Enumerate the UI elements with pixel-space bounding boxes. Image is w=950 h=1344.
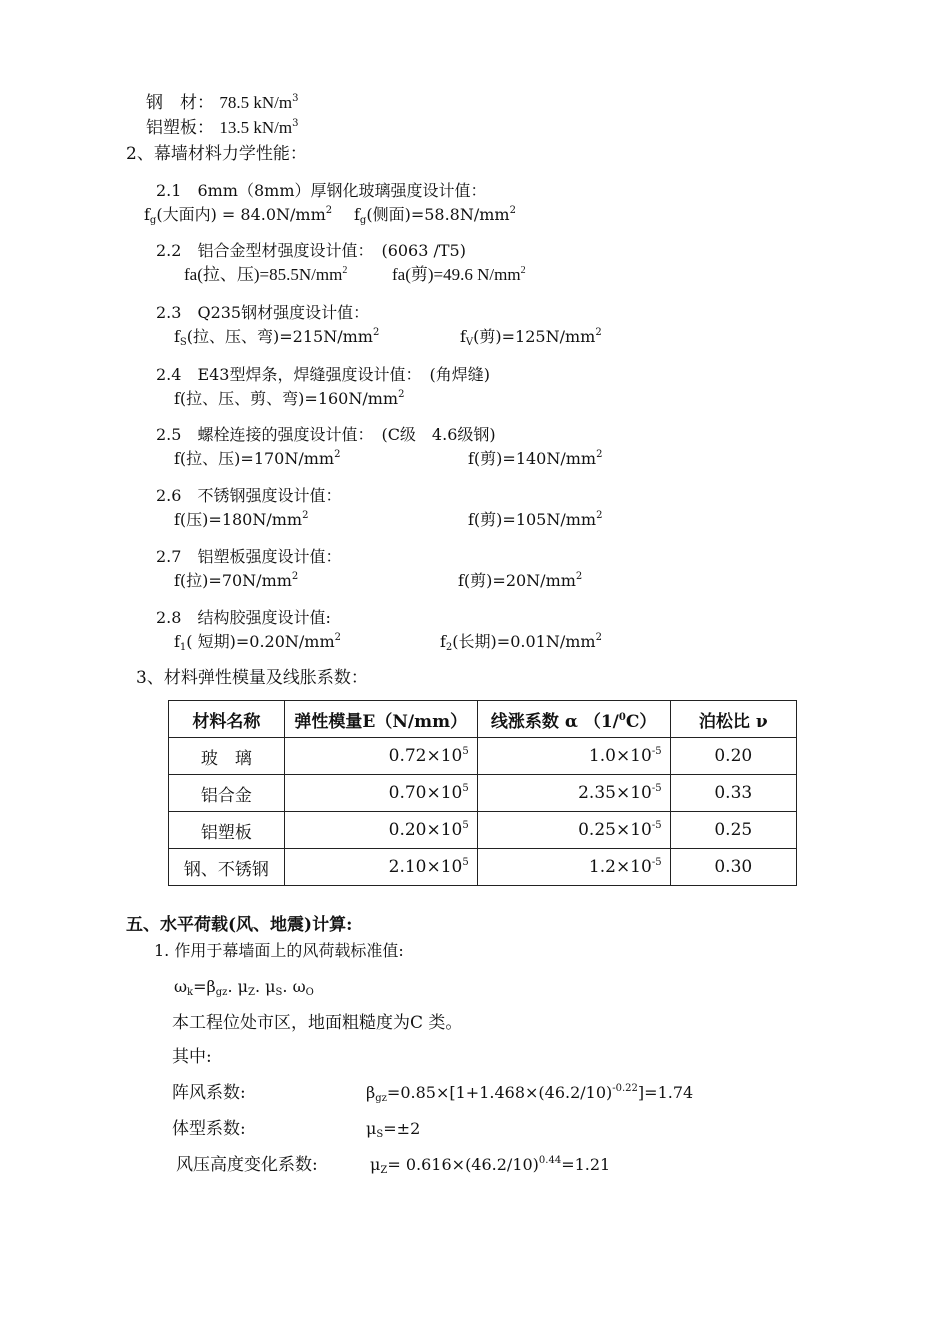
cell-name: 玻 璃 (169, 738, 285, 775)
site-description: 本工程位处市区，地面粗糙度为C 类。 (172, 1013, 463, 1033)
s24-a-text: f(拉、压、剪、弯)=160N/mm (174, 389, 399, 408)
cell-alpha-text: 1.2×10 (588, 857, 652, 877)
formula-mu-s: . μ (254, 977, 276, 996)
s24-a-sup: 2 (398, 389, 405, 400)
s23-a-text: (拉、压、弯)=215N/mm (186, 327, 373, 346)
s28-values-b (440, 631, 602, 653)
s28-title: 2.8 结构胶强度设计值: (156, 608, 331, 627)
cell-alpha-text: 2.35×10 (578, 783, 652, 803)
table-row (169, 849, 797, 886)
gust-symbol: β (366, 1083, 376, 1102)
section3-title: 3、材料弹性模量及线胀系数： (136, 668, 368, 688)
s21-values-b (354, 204, 516, 226)
cell-alpha-sup: -5 (651, 820, 662, 831)
shape-label: 体型系数: (172, 1119, 246, 1139)
s22-a-sup: 2 (342, 265, 348, 276)
s26-values-a (174, 509, 308, 531)
cell-e-sup: 5 (462, 857, 469, 868)
s25-title: 2.5 螺栓连接的强度设计值： (C级 4.6级钢) (156, 425, 496, 444)
s21-title: 2.1 6mm（8mm）厚钢化玻璃强度设计值： (156, 181, 487, 200)
height-exponent: 0.44 (538, 1155, 562, 1166)
cell-e-sup: 5 (462, 783, 469, 794)
section5-title: 五、水平荷载(风、地震)计算: (126, 915, 353, 935)
s23-title: 2.3 Q235钢材强度设计值： (156, 303, 370, 322)
gust-expression (366, 1082, 693, 1104)
s22-title: 2.2 铝合金型材强度设计值： (6063 /T5) (156, 241, 466, 260)
s21-values (144, 204, 332, 226)
density-steel (146, 92, 299, 114)
height-expr: = 0.616×(46.2/10) (387, 1155, 539, 1174)
cell-e (284, 849, 477, 886)
s21-a-text: (大面内) = 84.0N/mm (156, 205, 326, 224)
s22-b-text: fa(剪)=49.6 N/mm (392, 265, 521, 284)
height-result: =1.21 (561, 1155, 611, 1174)
header-poisson-ratio: 泊松比 ν (670, 701, 796, 738)
density-acp-unit-sup: 3 (292, 118, 299, 129)
s21-a-sub: g (149, 215, 157, 226)
s27-b-sup: 2 (575, 571, 583, 582)
header-expansion-coeff (477, 701, 670, 738)
formula-omega-o: . ω (282, 977, 306, 996)
s27-title: 2.7 铝塑板强度设计值： (156, 547, 342, 566)
shape-symbol: μ (366, 1119, 377, 1138)
formula-beta-sub: gz (215, 987, 228, 998)
cell-e (284, 775, 477, 812)
shape-expression (366, 1118, 420, 1140)
s28-b-text: (长期)=0.01N/mm (452, 632, 596, 651)
cell-alpha-text: 1.0×10 (588, 746, 652, 766)
height-expression (370, 1154, 610, 1176)
cell-name: 钢、不锈钢 (169, 849, 285, 886)
height-label: 风压高度变化系数: (176, 1155, 318, 1175)
height-sub: Z (380, 1165, 388, 1176)
s27-a-sup: 2 (291, 571, 299, 582)
header-material-name: 材料名称 (169, 701, 285, 738)
cell-e-text: 2.10×10 (388, 857, 463, 877)
s23-values-b (460, 326, 602, 348)
formula-omega-o-sub: O (305, 987, 314, 998)
formula-mu-z-sub: Z (248, 987, 255, 998)
s24-values-a (174, 388, 404, 410)
s22-b-sup: 2 (520, 265, 526, 276)
cell-alpha (477, 738, 670, 775)
s22-a-text: fa(拉、压)=85.5N/mm (184, 265, 343, 284)
section5-item1: 1. 作用于幕墙面上的风荷载标准值: (154, 941, 404, 960)
s28-a-sup: 2 (334, 632, 342, 643)
s21-a-sup: 2 (325, 205, 333, 216)
height-symbol: μ (370, 1155, 381, 1174)
table-row (169, 775, 797, 812)
s23-values-a (174, 326, 379, 348)
s23-b-sub: V (465, 337, 474, 348)
formula-mu-s-sub: S (275, 987, 283, 998)
s25-b-sup: 2 (596, 449, 603, 460)
header-expansion-sup: 0 (618, 711, 626, 723)
s23-a-sup: 2 (372, 327, 380, 338)
s23-b-symbol: f (460, 327, 466, 346)
cell-nu: 0.25 (670, 812, 796, 849)
s28-a-symbol: f (174, 632, 180, 651)
s28-b-sub: 2 (445, 642, 453, 653)
s25-b-text: f(剪)=140N/mm (468, 449, 597, 468)
wind-formula (174, 976, 314, 998)
s22-values-a (184, 264, 347, 286)
s26-title: 2.6 不锈钢强度设计值： (156, 486, 342, 505)
s26-a-text: f(压)=180N/mm (174, 510, 303, 529)
s26-values-b (468, 509, 602, 531)
cell-e (284, 738, 477, 775)
shape-expr: =±2 (383, 1119, 421, 1138)
s23-a-symbol: f (174, 327, 180, 346)
s28-b-sup: 2 (595, 632, 602, 643)
formula-eq-beta: =β (193, 977, 216, 996)
cell-e-text: 0.72×10 (388, 746, 463, 766)
s21-b-text: (侧面)=58.8N/mm (366, 205, 510, 224)
density-steel-value: 78.5 kN/m (219, 93, 293, 112)
gust-label: 阵风系数: (172, 1083, 246, 1103)
density-acp-value: 13.5 kN/m (219, 118, 293, 137)
s25-values-b (468, 448, 602, 470)
density-acp-label: 铝塑板： (146, 118, 214, 138)
s21-a-symbol: f (144, 205, 150, 224)
cell-e (284, 812, 477, 849)
s26-b-text: f(剪)=105N/mm (468, 510, 597, 529)
gust-result: ]=1.74 (637, 1083, 694, 1102)
gust-exponent: -0.22 (612, 1083, 638, 1094)
section2-title: 2、幕墙材料力学性能： (126, 144, 307, 164)
cell-e-sup: 5 (462, 820, 469, 831)
cell-e-text: 0.20×10 (388, 820, 463, 840)
s28-b-symbol: f (440, 632, 446, 651)
s21-b-sub: g (359, 215, 367, 226)
table-row (169, 812, 797, 849)
s25-a-text: f(拉、压)=170N/mm (174, 449, 335, 468)
s21-b-symbol: f (354, 205, 360, 224)
s27-values-a (174, 570, 298, 592)
s27-values-b (458, 570, 582, 592)
gust-sub: gz (375, 1093, 387, 1104)
header-expansion-unit: C） (625, 711, 657, 732)
cell-alpha (477, 812, 670, 849)
s25-values-a (174, 448, 340, 470)
cell-alpha-sup: -5 (651, 746, 662, 757)
formula-omega: ω (174, 977, 188, 996)
cell-alpha (477, 775, 670, 812)
cell-name: 铝塑板 (169, 812, 285, 849)
formula-omega-sub: k (187, 987, 194, 998)
cell-alpha-sup: -5 (651, 783, 662, 794)
s28-a-sub: 1 (179, 642, 187, 653)
s23-b-text: (剪)=125N/mm (473, 327, 596, 346)
where-label: 其中: (172, 1047, 212, 1067)
cell-alpha-text: 0.25×10 (578, 820, 652, 840)
s26-b-sup: 2 (596, 510, 603, 521)
s26-a-sup: 2 (302, 510, 309, 521)
cell-name: 铝合金 (169, 775, 285, 812)
cell-e-text: 0.70×10 (388, 783, 463, 803)
s24-title: 2.4 E43型焊条，焊缝强度设计值： (角焊缝) (156, 365, 490, 384)
cell-nu: 0.30 (670, 849, 796, 886)
s27-a-text: f(拉)=70N/mm (174, 571, 292, 590)
s28-a-text: ( 短期)=0.20N/mm (186, 632, 335, 651)
density-steel-label: 钢 材： (146, 93, 214, 113)
table-row (169, 738, 797, 775)
header-expansion-text: 线涨系数 α （1/ (490, 711, 619, 732)
cell-nu: 0.20 (670, 738, 796, 775)
cell-e-sup: 5 (462, 746, 469, 757)
cell-alpha (477, 849, 670, 886)
s27-b-text: f(剪)=20N/mm (458, 571, 576, 590)
s28-values-a (174, 631, 341, 653)
cell-alpha-sup: -5 (651, 857, 662, 868)
density-acp (146, 117, 299, 139)
formula-mu-z: . μ (227, 977, 249, 996)
s25-a-sup: 2 (334, 449, 341, 460)
density-steel-unit-sup: 3 (292, 93, 299, 104)
s22-values-b (392, 264, 526, 286)
gust-expr: =0.85×[1+1.468×(46.2/10) (386, 1083, 613, 1102)
s23-b-sup: 2 (595, 327, 602, 338)
s23-a-sub: S (179, 337, 187, 348)
material-properties-table (168, 700, 797, 886)
s21-b-sup: 2 (509, 205, 516, 216)
header-elastic-modulus: 弹性模量E（N/mm） (284, 701, 477, 738)
table-header-row (169, 701, 797, 738)
cell-nu: 0.33 (670, 775, 796, 812)
shape-sub: S (376, 1129, 384, 1140)
